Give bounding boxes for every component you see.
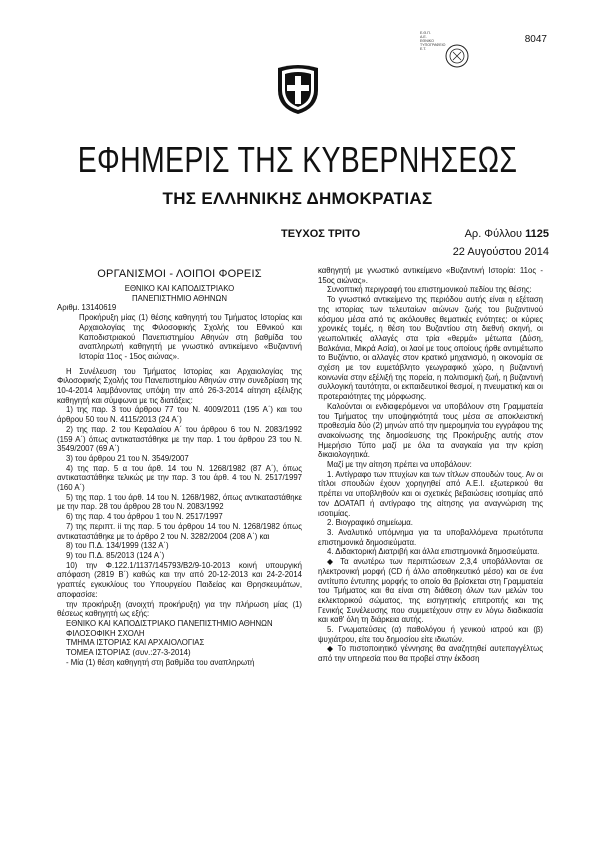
list-item: 1) της παρ. 3 του άρθρου 77 του Ν. 4009/2011 (195 Α΄) και του άρθρου 50 του Ν. 4115/2013 (24 Α΄) xyxy=(57,405,302,425)
gazette-title: ΕΦΗΜΕΡΙΣ ΤΗΣ ΚΥΒΕΡΝΗΣΕΩΣ xyxy=(77,140,518,181)
list-item: 6) της παρ. 4 του άρθρου 1 του Ν. 2517/1997 xyxy=(66,512,223,522)
issue-date: 22 Αυγούστου 2014 xyxy=(452,246,549,258)
paragraph: Μαζί με την αίτηση πρέπει να υποβάλουν: xyxy=(327,460,472,470)
decision-title: Προκήρυξη μίας (1) θέσης καθηγητή του Τμήματος Ιστορίας και Αρχαιολογίας της Φιλοσοφικής Σχολής του Εθνικού και Καποδιστριακού Πανεπιστημίου Αθηνών στη βαθμίδα του αναπληρωτή καθηγητή με γνωστικό αντικείμενο «Βυζαντινή Ιστορία 11ος - 15ος αιώνας». xyxy=(79,313,302,361)
paragraph: 1. Αντίγραφο των πτυχίων και των τίτλων σπουδών τους. Αν οι τίτλοι σπουδών έχουν χορηγηθεί από Α.Ε.Ι. εξωτερικού θα πρέπει να υποβληθούν και οι σχετικές βεβαιώσεις ισοτιμίας από τον ΔΟΑΤΑΠ ή αντίγραφο της αίτησης για αναγνώριση της ισοτιμίας. xyxy=(318,469,543,518)
paragraph: ◆ Τα ανωτέρω των περιπτώσεων 2,3,4 υποβάλλονται σε ηλεκτρονική μορφή (CD ή άλλο αποθηκευτικό μέσο) και σε ένα αντίτυπο έντυπης μορφής το οποίο θα βρίσκεται στη Γραμματεία του Τμήματος και θα είναι στη διάθεση όλων των μελών του εκλεκτορικού σώματος, της εισηγητικής επιτροπής και της Γενικής Συνέλευσης που συμμετέχουν στην εν λόγω διαδικασία και καθ' όλη τη διάρκεια αυτής. xyxy=(318,557,543,625)
paragraph: καθηγητή με γνωστικό αντικείμενο «Βυζαντινή Ιστορία: 11ος - 15ος αιώνας». xyxy=(318,266,543,285)
printing-office-mark xyxy=(420,31,480,81)
barcode-line: ΕΘΝΙΚΟ xyxy=(420,39,434,44)
greek-coat-of-arms-icon xyxy=(276,60,320,116)
list-item: 5) της παρ. 1 του άρθ. 14 του Ν. 1268/1982, όπως αντικαταστάθηκε με την παρ. 28 του άρθρου 28 του Ν. 2083/1992 xyxy=(57,492,302,512)
sector-line: ΤΟΜΕΑ ΙΣΤΟΡΙΑΣ (συν.:27-3-2014) xyxy=(66,648,191,658)
section-heading: ΟΡΓΑΝΙΣΜΟΙ - ΛΟΙΠΟΙ ΦΟΡΕΙΣ xyxy=(97,268,262,280)
intro-paragraph: Η Συνέλευση του Τμήματος Ιστορίας και Αρχαιολογίας της Φιλοσοφικής Σχολής του Πανεπιστημίου Αθηνών στην συνεδρίαση της 10-4-2014 λαμβάνοντας υπόψη την από 26-3-2014 αίτηση εξέλιξης καθηγητή και σύμφωνα με τις διατάξεις: xyxy=(57,366,302,405)
sheet-number-label xyxy=(465,228,549,240)
paragraph: 3. Αναλυτικό υπόμνημα για τα υποβαλλόμενα πρωτότυπα επιστημονικά δημοσιεύματα. xyxy=(318,527,543,547)
left-column xyxy=(57,266,302,667)
decision-ref: Αριθμ. 13140619 xyxy=(57,303,117,313)
paragraph: 5. Γνωματεύσεις (α) παθολόγου ή γενικού ιατρού και (β) ψυχιάτρου, είτε του δημοσίου είτε ιδιωτών. xyxy=(318,625,543,644)
list-item: 7) της περιπτ. ii της παρ. 5 του άρθρου 14 του Ν. 1268/1982 όπως αντικαταστάθηκε με το άρθρο 2 του Ν. 3282/2004 (208 Α΄) και xyxy=(57,521,302,541)
barcode-line: Ε.Θ.Π. xyxy=(420,31,431,35)
barcode-line: Α.Ε. xyxy=(420,35,427,40)
decision-intro: την προκήρυξη (ανοιχτή προκήρυξη) για την πλήρωση μίας (1) θέσεως καθηγητή ως εξής: xyxy=(57,599,302,619)
list-item: 8) του Π.Δ. 134/1999 (132 Α΄) xyxy=(66,541,169,551)
decision-header xyxy=(57,303,302,361)
gazette-subtitle: ΤΗΣ ΕΛΛΗΝΙΚΗΣ ΔΗΜΟΚΡΑΤΙΑΣ xyxy=(162,189,433,208)
issue-type: ΤΕΥΧΟΣ ΤΡΙΤΟ xyxy=(281,228,361,240)
sheet-label-text: Αρ. Φύλλου xyxy=(464,228,523,240)
page-number: 8047 xyxy=(524,34,547,45)
list-item: 2) της παρ. 2 του Κεφαλαίου Α΄ του άρθρου 6 του Ν. 2083/1992 (159 Α΄) όπως αντικαταστάθηκε με την παρ. 1 του άρθρου 23 του Ν. 3549/2007 (69 Α΄) xyxy=(57,424,302,454)
org-name-line: ΕΘΝΙΚΟ ΚΑΙ ΚΑΠΟΔΙΣΤΡΙΑΚΟ xyxy=(124,284,235,293)
paragraph: 2. Βιογραφικό σημείωμα. xyxy=(327,518,413,528)
right-column xyxy=(318,266,543,664)
barcode-line: Ε.Τ. xyxy=(420,47,427,52)
department-line: ΤΜΗΜΑ ΙΣΤΟΡΙΑΣ ΚΑΙ ΑΡΧΑΙΟΛΟΓΙΑΣ xyxy=(66,638,205,648)
paragraph: Συνοπτική περιγραφή του επιστημονικού πεδίου της θέσης: xyxy=(327,285,532,295)
seal-icon xyxy=(444,43,470,69)
list-item: 3) του άρθρου 21 του Ν. 3549/2007 xyxy=(66,453,189,463)
school-line: ΦΙΛΟΣΟΦΙΚΗ ΣΧΟΛΗ xyxy=(66,628,145,638)
university-line: ΕΘΝΙΚΟ ΚΑΙ ΚΑΠΟΔΙΣΤΡΙΑΚΟ ΠΑΝΕΠΙΣΤΗΜΙΟ ΑΘΗΝΩΝ xyxy=(66,618,273,628)
paragraph: ◆ Το πιστοποιητικό γέννησης θα αναζητηθεί αυτεπαγγέλτως από την υπηρεσία που θα προβεί στην έκδοση xyxy=(318,644,543,664)
paragraph: Καλούνται οι ενδιαφερόμενοι να υποβάλουν στη Γραμματεία του Τμήματος την υποψηφιότητά τους μέσα σε αποκλειστική προθεσμία δύο (2) μηνών από την ημερομηνία του εγγράφου της ανακοίνωσης της δημοσίευσης της Προκήρυξης αυτής στον Ημερήσιο Τύπο μαζί με όλα τα αναγκαία για την κρίση δικαιολογητικά. xyxy=(318,401,543,460)
paragraph: 4. Διδακτορική Διατριβή και άλλα επιστημονικά δημοσιεύματα. xyxy=(327,547,540,557)
org-name-line: ΠΑΝΕΠΙΣΤΗΜΙΟ ΑΘΗΝΩΝ xyxy=(132,293,227,303)
sheet-number: 1125 xyxy=(525,228,549,240)
list-item: 4) της παρ. 5 α του άρθ. 14 του Ν. 1268/1982 (87 Α΄), όπως αντικαταστάθηκε τελικώς με την παρ. 3 του άρθ. 4 του Ν. 2517/1997 (160 Α΄) xyxy=(57,463,302,493)
list-item: 10) την Φ.122.1/1137/145793/Β2/9-10-2013 κοινή υπουργική απόφαση (2819 Β΄) καθώς και την από 20-12-2013 και 24-2-2014 γραπτές εγκυκλίους του Υπουργείου Παιδείας και Θρησκευμάτων, αποφασίσε: xyxy=(57,560,302,599)
paragraph: Το γνωστικό αντικείμενο της περιόδου αυτής είναι η εξέταση της ιστορίας των τελευταίων αιώνων ζωής του βυζαντινού κόσμου μέσα από τις ακόλουθες θεματικές ενότητες: οι κύριες χρονικές τομές, η θέση του Βυζαντίου στη διεθνή σκηνή, οι γεωπολιτικές αλλαγές στα τρία «θερμά» μέτωπα (Δύση, Βαλκάνια, Μικρά Ασία), οι λαοί με τους οποίους ήρθε αντιμέτωπο το Βυζάντιο, οι αλλαγές στον κρατικό μηχανισμό, η οικονομία σε σχέση με τον ευμετάβλητο γεωγραφικό χώρο, η βυζαντινή κοινωνία στην εξέλιξή της πορεία, η πολιτισμική ζωή, η βυζαντινή συλλογική ταυτότητα, οι εκπαιδευτικοί θεσμοί, η πνευματική και οι προτεραιότητες της μόρφωσης. xyxy=(318,295,543,402)
position-line: - Μία (1) θέση καθηγητή στη βαθμίδα του αναπληρωτή xyxy=(66,657,255,667)
list-item: 9) του Π.Δ. 85/2013 (124 Α΄) xyxy=(66,550,165,560)
barcode-line: ΤΥΠΟΓΡΑΦΕΙΟ xyxy=(420,43,446,48)
